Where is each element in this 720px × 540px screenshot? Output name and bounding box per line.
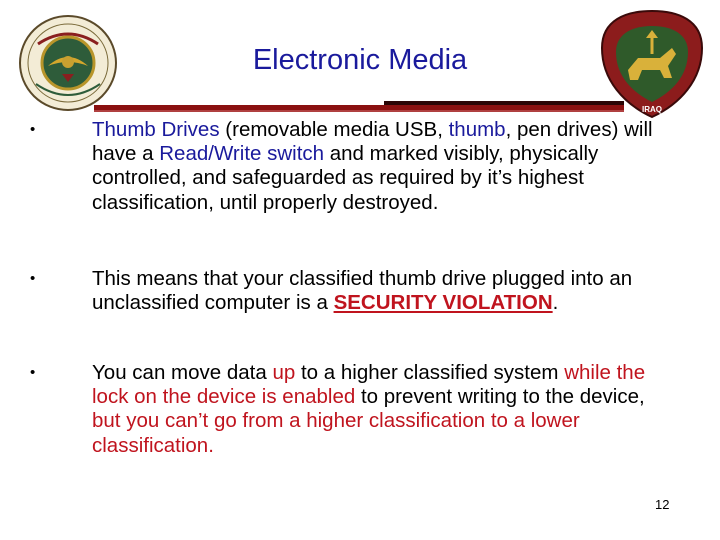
text-segment: Thumb Drives <box>92 118 220 141</box>
title-underline-rule <box>94 100 624 114</box>
bullet-item-security-violation <box>30 267 662 315</box>
text-segment: and marked visibly, physically controlled, and safeguarded as required by it’s highest classification, until properly destroyed. <box>92 142 599 214</box>
text-segment: . <box>552 291 559 315</box>
bullet-item-thumb-drives <box>30 118 662 215</box>
svg-text:IRAQ: IRAQ <box>642 105 662 114</box>
bullet-dot-icon: • <box>30 121 36 138</box>
text-segment: to a higher classified system <box>295 361 565 384</box>
bullet-dot-icon: • <box>30 270 36 287</box>
security-violation-text: SECURITY VIOLATION <box>333 291 553 315</box>
bullet-dot-icon: • <box>30 364 36 381</box>
bullet-item-move-data <box>30 361 662 458</box>
text-segment: while the lock on the device is enabled <box>92 361 646 409</box>
text-segment: This means that your classified thumb drive plugged into an unclassified computer is a <box>92 267 633 315</box>
text-segment: , pen drives) will have a <box>92 118 653 166</box>
text-segment: up <box>272 361 296 384</box>
text-segment: to prevent writing to the device, <box>355 385 645 409</box>
slide-title: Electronic Media <box>252 44 468 76</box>
text-segment: but you can’t go from a higher classification to a lower classification. <box>92 409 580 457</box>
page-number: 12 <box>655 497 670 512</box>
text-segment: (removable media USB, <box>219 118 449 141</box>
text-segment: Read/Write switch <box>159 142 325 166</box>
text-segment: thumb <box>448 118 506 141</box>
text-segment: You can move data <box>92 361 273 384</box>
